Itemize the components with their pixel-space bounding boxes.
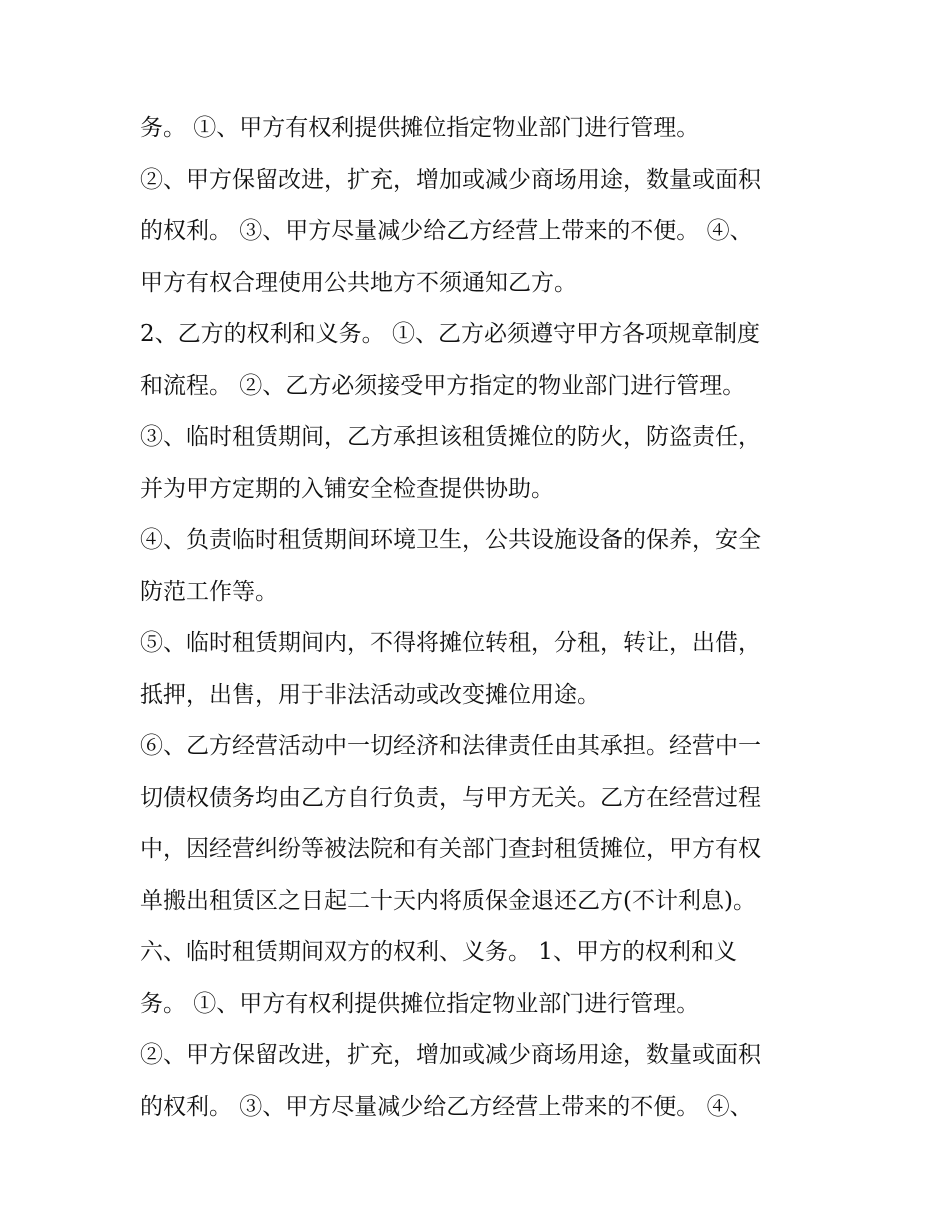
text-line: 的权利。 ③、甲方尽量减少给乙方经营上带来的不便。 ④、 <box>140 218 753 244</box>
text-line: 单搬出租赁区之日起二十天内将质保金退还乙方(不计利息)。 <box>140 887 756 914</box>
text-line: ②、甲方保留改进，扩充，增加或减少商场用途，数量或面积 <box>140 1042 761 1068</box>
text-line: 和流程。 ②、乙方必须接受甲方指定的物业部门进行管理。 <box>140 372 746 399</box>
document-body <box>140 103 830 1133</box>
text-line: 务。 ①、甲方有权利提供摊位指定物业部门进行管理。 <box>140 115 700 141</box>
text-line: ③、临时租赁期间，乙方承担该租赁摊位的防火，防盗责任， <box>140 424 761 450</box>
text-line: 抵押，出售，用于非法活动或改变摊位用途。 <box>140 681 600 708</box>
text-line: 的权利。 ③、甲方尽量减少给乙方经营上带来的不便。 ④、 <box>140 1093 753 1120</box>
text-line: 并为甲方定期的入铺安全检查提供协助。 <box>140 475 554 502</box>
text-line: ②、甲方保留改进，扩充，增加或减少商场用途，数量或面积 <box>140 166 761 193</box>
text-line: 务。 ①、甲方有权利提供摊位指定物业部门进行管理。 <box>140 990 700 1017</box>
text-line: ⑤、临时租赁期间内，不得将摊位转租，分租，转让，出借， <box>140 630 761 656</box>
text-line: 中，因经营纠纷等被法院和有关部门查封租赁摊位，甲方有权 <box>140 836 761 862</box>
text-line: ⑥、乙方经营活动中一切经济和法律责任由其承担。经营中一 <box>140 733 761 759</box>
text-line: 防范工作等。 <box>140 578 278 605</box>
text-line: ④、负责临时租赁期间环境卫生，公共设施设备的保养，安全 <box>140 527 761 553</box>
text-line: 2、乙方的权利和义务。 ①、乙方必须遵守甲方各项规章制度 <box>140 321 760 347</box>
text-line: 切债权债务均由乙方自行负责，与甲方无关。乙方在经营过程 <box>140 784 761 811</box>
text-line: 六、临时租赁期间双方的权利、义务。 1、甲方的权利和义 <box>140 939 737 965</box>
text-line: 甲方有权合理使用公共地方不须通知乙方。 <box>140 269 577 296</box>
